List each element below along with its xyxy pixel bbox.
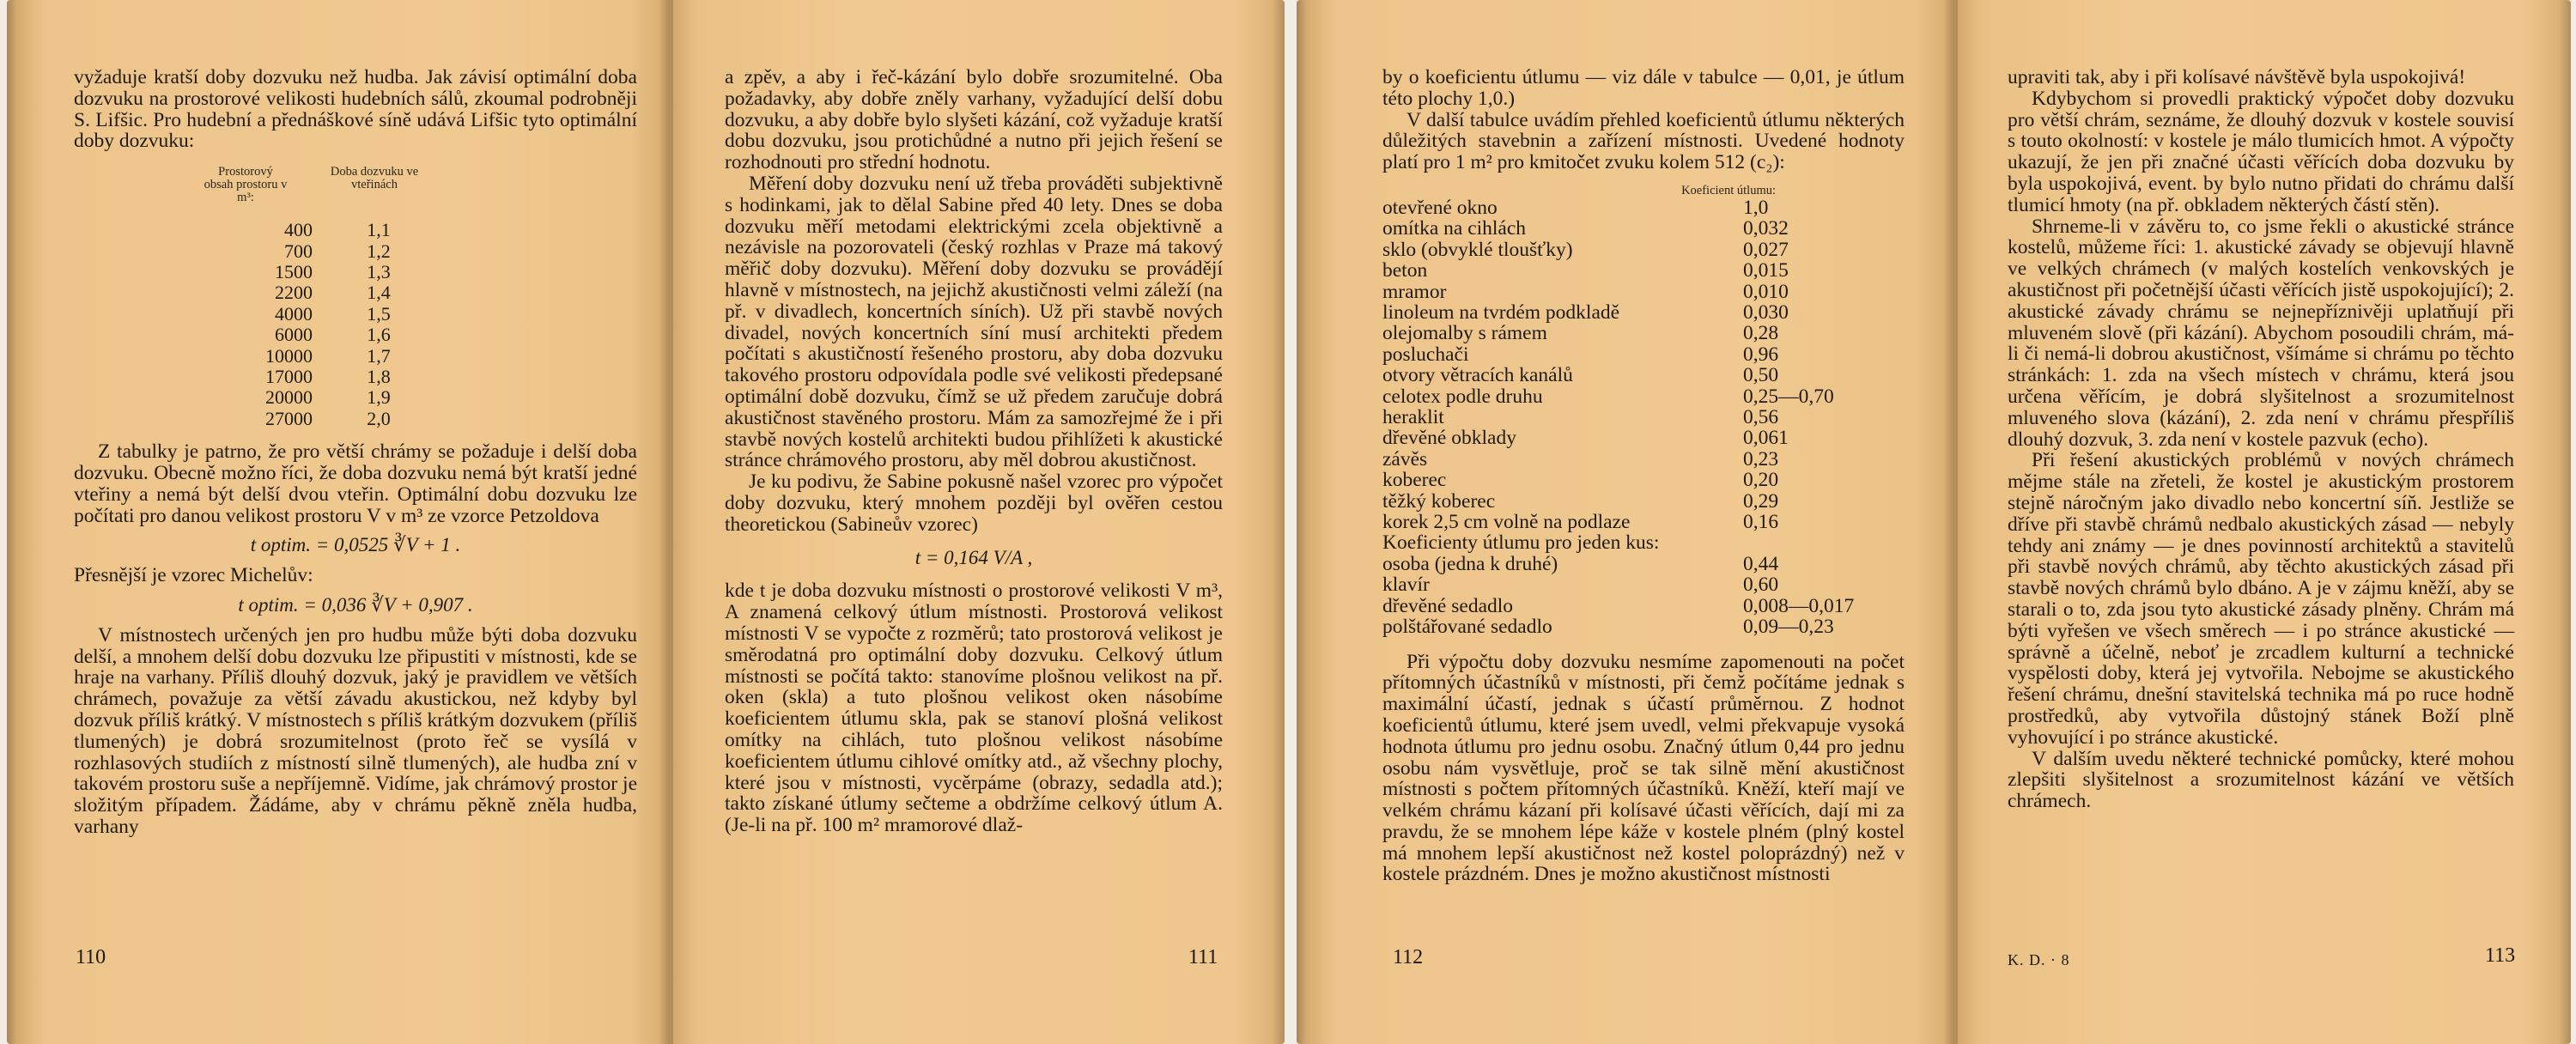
table-row bbox=[74, 262, 637, 282]
material-name: posluchači bbox=[1382, 343, 1469, 366]
absorption-value: 0,008—0,017 bbox=[1743, 594, 1855, 617]
absorption-value: 0,44 bbox=[1743, 552, 1779, 575]
page-113 bbox=[1958, 0, 2571, 1044]
page-113-paragraph-3: Shrneme-li v závěru to, co jsme řekli o akustické stránce kostelů, můžeme říci: 1. akustické závady se objevují hlavně ve velkých chrámech (v malých kostelích venkovských je akustičnost při početnější účasti věřících jistě uspokojující); 2. akustické závady chrámu se nejnepříznivěji uplatňují při mluveném slově (při kázání). Abychom posoudili chrám, má-li či nemá-li dobrou akustičnost, všímáme si chrámu po těchto stránkách: 1. zda na všech místech v chrámu, která jsou určena věřícím, je dobrá slyšitelnost a srozumitelnost mluveného slova (kázání), 2. zda není v chrámu přespříliš dlouhý dozvuk, 3. zda není v kostele pazvuk (echo). bbox=[2008, 215, 2514, 451]
material-name: Koeficienty útlumu pro jeden kus: bbox=[1382, 531, 1660, 555]
table-row bbox=[74, 220, 637, 240]
table-row bbox=[1382, 302, 1905, 323]
page-113-paragraph-1: upraviti tak, aby i při kolísavé návštěvě byla uspokojivá! bbox=[2008, 66, 2466, 88]
page-110-paragraph-3: Přesnější je vzorec Michelův: bbox=[74, 564, 313, 587]
absorption-value: 0,50 bbox=[1743, 364, 1779, 387]
table-row bbox=[74, 241, 637, 262]
table-cell-volume: 10000 bbox=[265, 344, 313, 367]
material-name: heraklit bbox=[1382, 406, 1444, 429]
absorption-value: 0,027 bbox=[1743, 238, 1789, 261]
table-cell-time: 1,2 bbox=[367, 240, 391, 262]
table-row bbox=[1382, 323, 1905, 343]
absorption-value: 0,96 bbox=[1743, 343, 1779, 366]
signature-mark: K. D. · 8 bbox=[2008, 951, 2070, 968]
page-111 bbox=[673, 0, 1285, 1044]
material-name: beton bbox=[1382, 259, 1428, 282]
absorption-value: 0,29 bbox=[1743, 489, 1779, 513]
table-cell-time: 2,0 bbox=[367, 407, 391, 429]
page-112-paragraph-2: V další tabulce uvádím přehled koeficientů útlumu některých důležitých stavebnin a zařízení místnosti. Uvedené hodnoty platí pro 1 m² pro kmitočet zvuku kolem 512 (c₂): bbox=[1382, 108, 1905, 174]
michel-formula: t optim. = 0,036 ∛V + 0,907 . bbox=[238, 594, 473, 616]
table-header-volume: Prostorový obsah prostoru v m³: bbox=[204, 165, 288, 205]
optimal-reverb-table-header bbox=[74, 166, 637, 204]
page-113-paragraph-2: Kdybychom si provedli praktický výpočet doby dozvuku pro větší chrám, seznáme, že dlouhý dozvuk v kostele souvisí s touto okolností: v kostele je málo tlumicích hmot. A výpočty ukazují, že jen při značné účasti věřících doba dozvuku by byla uspokojivá, event. by bylo nutno přidati do chrámu další tlumicí hmoty (na př. obkladem některých částí stěn). bbox=[2008, 87, 2514, 216]
absorption-value: 0,010 bbox=[1743, 280, 1789, 303]
material-name: klavír bbox=[1382, 574, 1430, 597]
page-111-paragraph-3: Je ku podivu, že Sabine pokusně našel vzorec pro výpočet doby dozvuku, který mnohem později byl ověřen cestou theoretickou (Sabineův vzorec) bbox=[725, 470, 1223, 536]
absorption-value: 0,60 bbox=[1743, 574, 1779, 597]
table-row bbox=[74, 367, 637, 387]
table-cell-time: 1,3 bbox=[367, 261, 391, 282]
table-row bbox=[1382, 574, 1905, 595]
table-row bbox=[74, 346, 637, 367]
table-row bbox=[1382, 449, 1905, 470]
optimal-reverb-table bbox=[74, 166, 637, 429]
material-name: otvory větracích kanálů bbox=[1382, 364, 1573, 387]
absorption-value: 0,015 bbox=[1743, 259, 1789, 282]
absorption-value: 1,0 bbox=[1743, 196, 1769, 219]
page-112-paragraph-1: by o koeficientu útlumu — viz dále v tabulce — 0,01, je útlum této plochy 1,0.) bbox=[1382, 66, 1905, 110]
table-row bbox=[1382, 428, 1905, 448]
table-row bbox=[1382, 240, 1905, 260]
table-row bbox=[1382, 282, 1905, 302]
table-cell-volume: 6000 bbox=[275, 324, 313, 346]
material-name: osoba (jedna k druhé) bbox=[1382, 552, 1558, 575]
table-cell-volume: 4000 bbox=[275, 302, 313, 325]
material-name: dřevěné sedadlo bbox=[1382, 594, 1514, 617]
absorption-value: 0,030 bbox=[1743, 301, 1789, 325]
page-112 bbox=[1297, 0, 1954, 1044]
material-name: těžký koberec bbox=[1382, 489, 1496, 513]
page-number: 112 bbox=[1393, 946, 1424, 968]
table-row bbox=[1382, 512, 1905, 532]
table-row bbox=[1382, 554, 1905, 574]
material-name: koberec bbox=[1382, 469, 1447, 492]
petzold-formula: t optim. = 0,0525 ∛V + 1 . bbox=[250, 534, 461, 556]
material-name: olejomalby s rámem bbox=[1382, 322, 1547, 345]
page-112-text bbox=[1382, 67, 1905, 885]
book-spread-right bbox=[1297, 0, 2571, 1044]
absorption-table bbox=[1382, 184, 1905, 638]
table-cell-volume: 400 bbox=[284, 219, 313, 241]
page-113-paragraph-5: V dalším uvedu některé technické pomůcky, které mohou zlepšiti slyšitelnost a srozumitelnost kázání ve větších chrámech. bbox=[2008, 747, 2514, 813]
page-110-paragraph-2: Z tabulky je patrno, že pro větší chrámy se požaduje i delší doba dozvuku. Obecně možno říci, že doba dozvuku nemá být kratší jedné vteřiny a nemá být delší dvou vteřin. Optimální dobu dozvuku lze počítati pro danou velikost prostoru V v m³ ze vzorce Petzoldova bbox=[74, 440, 637, 527]
table-row bbox=[1382, 616, 1905, 637]
table-cell-volume: 17000 bbox=[265, 366, 313, 388]
table-row bbox=[1382, 344, 1905, 365]
page-110-text bbox=[74, 67, 637, 838]
page-111-paragraph-2: Měření doby dozvuku není už třeba prováděti subjektivně s hodinkami, jak to dělal Sabine před 40 lety. Dnes se doba dozvuku měří metodami elektrickými zcela objektivně a nezávisle na pozorovateli (český rozhlas v Praze má takový měřič doby dozvuku). Měření doby dozvuku se provádějí hlavně v místnostech, na jejichž akustičnosti velmi záleží (na př. v divadlech, koncertních síních). Už při stavbě nových divadel, nových koncertních síní musí architekti předem počítati s akustičností řešeného prostoru, aby doba dozvuku takového prostoru odpovídala podle své velikosti předepsané optimální době dozvuku, čímž se už předem zaručuje dobrá akustičnost stavěného prostoru. Mám za samozřejmé že i při stavbě nových kostelů architekti budou přihlížeti k akustické stránce chrámového prostoru, aby měl dobrou akustičnost. bbox=[725, 172, 1223, 472]
absorption-table-header: Koeficient útlumu: bbox=[1681, 183, 1776, 197]
table-cell-time: 1,9 bbox=[367, 386, 391, 409]
table-row bbox=[1382, 407, 1905, 428]
absorption-value: 0,56 bbox=[1743, 406, 1779, 429]
material-name: polštářované sedadlo bbox=[1382, 616, 1552, 639]
table-row bbox=[74, 409, 637, 429]
absorption-value: 0,28 bbox=[1743, 322, 1779, 345]
absorption-value: 0,032 bbox=[1743, 217, 1789, 240]
table-header-time: Doba dozvuku ve vteřinách bbox=[330, 165, 419, 192]
table-cell-time: 1,4 bbox=[367, 282, 391, 304]
absorption-value: 0,23 bbox=[1743, 447, 1779, 470]
table-cell-time: 1,8 bbox=[367, 366, 391, 388]
table-row bbox=[1382, 596, 1905, 616]
table-row bbox=[1382, 218, 1905, 239]
material-name: omítka na cihlách bbox=[1382, 217, 1527, 240]
table-row bbox=[1382, 386, 1905, 407]
page-113-paragraph-4: Při řešení akustických problémů v nových chrámech mějme stále na zřeteli, že kostel je akustickým prostorem stejně náročným jako divadlo nebo koncertní síň. Jestliže se dříve při stavbě chrámů nedbalo akustických zásad — nebyly tehdy ani známy — je dnes povinností architektů a stavitelů při stavbě nových chrámů, aby těchto akustických zásad při stavbě nových chrámů bylo dbáno. A je v zájmu kněží, aby se starali o to, zda jsou tyto akustické zásady plněny. Chrám má býti vyřešen ve všech směrech — i po stránce akustické — správně a účelně, neboť je zrcadlem kulturní a technické vyspělosti doby, která jej vytvořila. Nebojme se akustického řešení chrámu, dnešní stavitelská technika má po ruce hodně prostředků, aby vytvořila důstojný stánek Boží plně vyhovující i po stránce akustické. bbox=[2008, 449, 2514, 749]
material-name: dřevěné obklady bbox=[1382, 427, 1516, 450]
table-row bbox=[74, 387, 637, 408]
page-number: 113 bbox=[2485, 944, 2516, 967]
page-number: 111 bbox=[1188, 946, 1218, 968]
page-number: 110 bbox=[76, 946, 106, 968]
material-name: linoleum na tvrdém podkladě bbox=[1382, 301, 1620, 325]
absorption-value: 0,09—0,23 bbox=[1743, 616, 1834, 639]
table-cell-time: 1,6 bbox=[367, 324, 391, 346]
sabine-formula: t = 0,164 V/A , bbox=[914, 546, 1033, 568]
page-112-paragraph-3: Při výpočtu doby dozvuku nesmíme zapomenouti na počet přítomných účastníků v místnosti, při čemž počítáme jednak s maximální účastí, jednak s účastí průměrnou. Z hodnot koeficientů útlumu, které jsem uvedl, velmi překvapuje vysoká hodnota útlumu pro jednu osobu. Značný útlum 0,44 pro jednu osobu nám vysvětluje, proč se tak silně mění akustičnost místnosti s počtem přítomných účastníků. Kněží, kteří mají ve velkém chrámu kázaní při kolísavé účasti věřících, dají mi za pravdu, že se mnohem lépe káže v kostele plném (plný kostel má mnohem lepší akustičnost než kostel poloprázdný) než v kostele prázdném. Dnes je možno akustičnost místnosti bbox=[1382, 650, 1905, 886]
table-row bbox=[74, 325, 637, 345]
table-row bbox=[74, 304, 637, 325]
table-cell-volume: 1500 bbox=[275, 261, 313, 282]
table-cell-volume: 27000 bbox=[265, 407, 313, 429]
page-111-paragraph-1: a zpěv, a aby i řeč-kázání bylo dobře srozumitelné. Oba požadavky, aby dobře zněly varhany, vyžadující delší dobu dozvuku, a aby dobře bylo slyšeti kázání, což vyžaduje kratší dobu dozvuku, jsou protichůdné a nutno při jejich řešení se rozhodnouti pro střední hodnotu. bbox=[725, 66, 1223, 174]
absorption-value: 0,061 bbox=[1743, 427, 1789, 450]
table-row bbox=[1382, 532, 1905, 553]
material-name: sklo (obvyklé tloušťky) bbox=[1382, 238, 1573, 261]
page-113-text bbox=[2008, 67, 2514, 812]
table-cell-volume: 20000 bbox=[265, 386, 313, 409]
absorption-value: 0,25—0,70 bbox=[1743, 385, 1834, 408]
absorption-value: 0,16 bbox=[1743, 511, 1779, 534]
table-row bbox=[1382, 470, 1905, 490]
table-cell-time: 1,5 bbox=[367, 302, 391, 325]
table-cell-time: 1,1 bbox=[367, 219, 391, 241]
table-row bbox=[1382, 365, 1905, 385]
table-cell-time: 1,7 bbox=[367, 344, 391, 367]
page-110 bbox=[7, 0, 670, 1044]
material-name: celotex podle druhu bbox=[1382, 385, 1543, 408]
table-row bbox=[1382, 260, 1905, 281]
page-110-paragraph-4: V místnostech určených jen pro hudbu může býti doba dozvuku delší, a mnohem delší dobu dozvuku lze připustiti v místnosti, kde se hraje na varhany. Příliš dlouhý dozvuk, jaký je pravidlem ve větších chrámech, považuje za větší závadu akustickou, než kdyby byl dozvuk příliš krátký. V místnostech s příliš krátkým dozvukem (příliš tlumených) je dobrá srozumitelnost (proto řeč se vysílá v rozhlasových studiích z místností silně tlumených), ale hudba zní v takovém prostoru suše a nepříjemně. Vidíme, jak chrámový prostor je složitým případem. Žádáme, aby v chrámu pěkně zněla hudba, varhany bbox=[74, 623, 637, 838]
table-cell-volume: 2200 bbox=[275, 282, 313, 304]
table-cell-volume: 700 bbox=[284, 240, 313, 262]
material-name: závěs bbox=[1382, 447, 1428, 470]
table-row bbox=[1382, 197, 1905, 218]
book-spread-left bbox=[7, 0, 1285, 1044]
page-110-paragraph-1: vyžaduje kratší doby dozvuku než hudba. Jak závisí optimální doba dozvuku na prostorové velikosti hudebních sálů, zkoumal podrobněji S. Lifšic. Pro hudební a přednáškové síně udává Lifšic tyto optimální doby dozvuku: bbox=[74, 66, 637, 153]
material-name: otevřené okno bbox=[1382, 196, 1498, 219]
page-111-paragraph-4: kde t je doba dozvuku místnosti o prostorové velikosti V m³, A znamená celkový útlum místnosti. Prostorová velikost místnosti V se vypočte z rozměrů; tato prostorová velikost je směrodatná pro optimální doby dozvuku. Celkový útlum místnosti se počítá takto: stanovíme plošnou velikost na př. oken (skla) a tuto plošnou velikost oken násobíme koeficientem útlumu skla, pak se stanoví plošná velikost omítky na cihlách, tuto plošnou velikost násobíme koeficientem útlumu cihlové omítky atd., až všechny plochy, které jsou v místnosti, vycěrpáme (obrazy, sedadla atd.); takto získané útlumy sečteme a obdržíme celkový útlum A. (Je-li na př. 100 m² mramorové dlaž- bbox=[725, 580, 1223, 837]
absorption-value: 0,20 bbox=[1743, 469, 1779, 492]
material-name: korek 2,5 cm volně na podlaze bbox=[1382, 511, 1631, 534]
material-name: mramor bbox=[1382, 280, 1447, 303]
page-111-text bbox=[725, 67, 1223, 836]
table-row bbox=[74, 282, 637, 303]
table-row bbox=[1382, 491, 1905, 512]
